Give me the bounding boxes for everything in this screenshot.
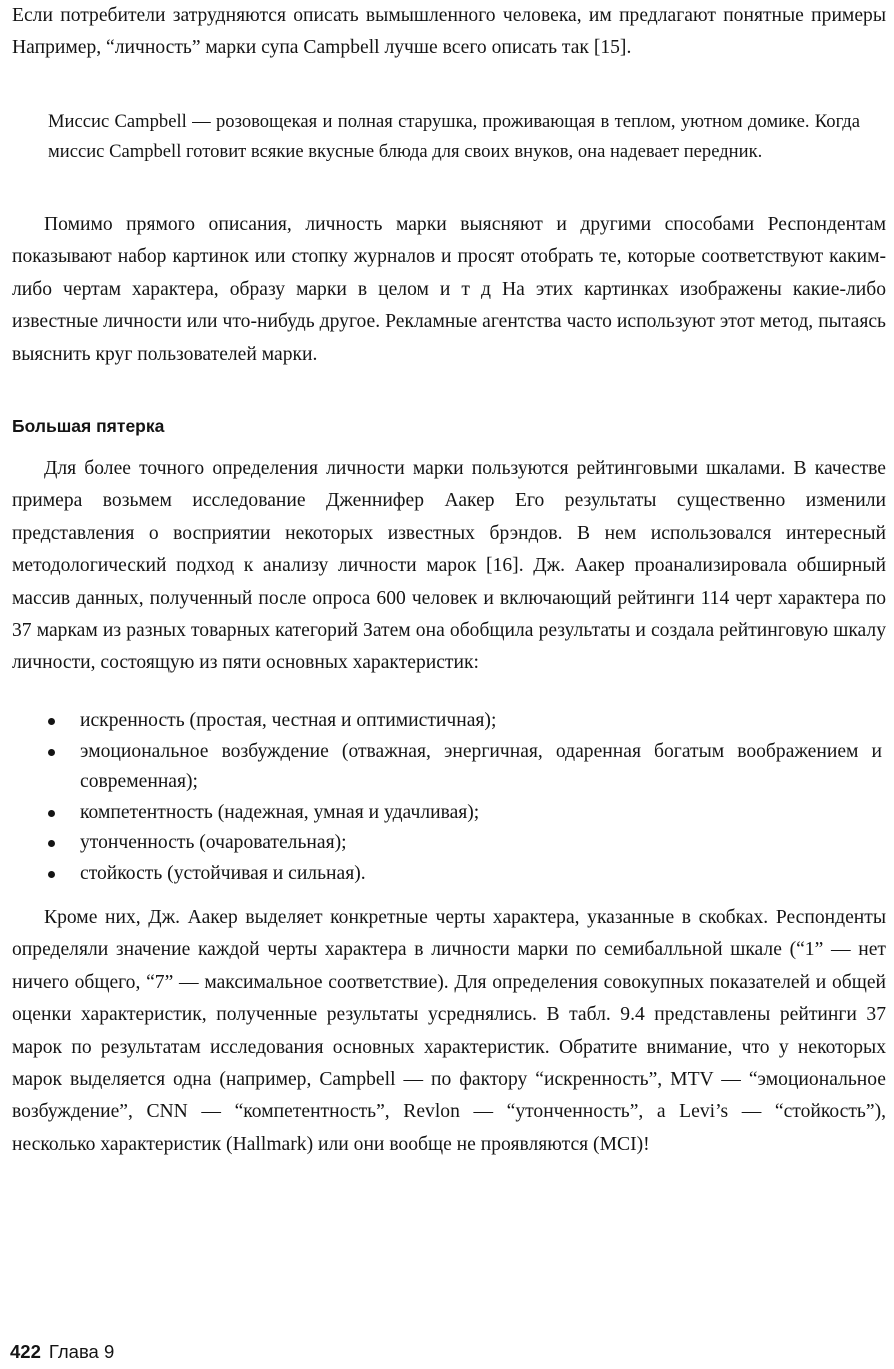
list-item-text: стойкость (устойчивая и сильная). xyxy=(80,862,366,884)
paragraph-methods: Помимо прямого описания, личность марки выясняют и другими способами Респондентам показывают набор картинок или стопку журналов и просят отобрать те, которые соответствуют каким-либо чертам характера, образу марки в целом и т д На этих картинках изображены какие-либо известные личности или что-нибудь другое. Рекламные агентства часто используют этот метод, пытаясь выяснить круг пользователей марки. xyxy=(12,214,886,365)
page-number: 422 xyxy=(10,1341,41,1362)
paragraph-results: Кроме них, Дж. Аакер выделяет конкретные черты характера, указанные в скобках. Респонденты определяли значение каждой черты характера в личности марки по семибалльной шкале (“1” — нет ничего общего, “7” — максимальное соответствие). Для определения совокупных показателей и общей оценки характеристик, полученные результаты усреднялись. В табл. 9.4 представлены рейтинги 37 марок по результатам исследования основных характеристик. Обратите внимание, что у некоторых марок выделяется одна (например, Campbell — по фактору “искренность”, MTV — “эмоциональное возбуждение”, CNN — “компетентность”, Revlon — “утонченность”, а Levi’s — “стойкость”), несколько характеристик (Hallmark) или они вообще не проявляются (MCI)! xyxy=(12,907,886,1155)
chapter-label: Глава 9 xyxy=(48,1341,115,1362)
quote-campbell: Миссис Campbell — розовощекая и полная старушка, проживающая в теплом, уютном домике. Когда миссис Campbell готовит всякие вкусные блюда для своих внуков, она надевает передник. xyxy=(48,111,860,162)
list-item xyxy=(0,828,894,859)
list-item-text: эмоциональное возбуждение (отважная, энергичная, одаренная богатым воображением и современная); xyxy=(80,740,882,793)
list-item-text: искренность (простая, честная и оптимистичная); xyxy=(80,710,497,731)
list-item-text: компетентность (надежная, умная и удачливая); xyxy=(80,801,480,823)
bullet-icon xyxy=(48,718,55,725)
paragraph-intro: Если потребители затрудняются описать вымышленного человека, им предлагают понятные примеры Например, “личность” марки супа Campbell лучше всего описать так [15]. xyxy=(12,5,886,59)
characteristics-list xyxy=(0,706,894,890)
list-item xyxy=(0,859,894,890)
list-item xyxy=(0,706,894,737)
paragraph-aaker: Для более точного определения личности марки пользуются рейтинговыми шкалами. В качестве примера возьмем исследование Дженнифер Аакер Его результаты существенно изменили представления о восприятии некоторых известных брэндов. В нем использовался интересный методологический подход к анализу личности марок [16]. Дж. Аакер проанализировала обширный массив данных, полученный после опроса 600 человек и включающий рейтинги 114 черт характера по 37 маркам из разных товарных категорий Затем она обобщила результаты и создала рейтинговую шкалу личности, состоящую из пяти основных характеристик: xyxy=(12,458,886,674)
bullet-icon xyxy=(48,749,55,756)
bullet-icon xyxy=(48,810,55,817)
list-item-text: утонченность (очаровательная); xyxy=(80,832,347,854)
page-footer xyxy=(10,1341,114,1363)
bullet-icon xyxy=(48,871,55,878)
bullet-icon xyxy=(48,840,55,847)
section-heading: Большая пятерка xyxy=(12,416,165,436)
list-item xyxy=(0,798,894,829)
list-item xyxy=(0,737,894,798)
